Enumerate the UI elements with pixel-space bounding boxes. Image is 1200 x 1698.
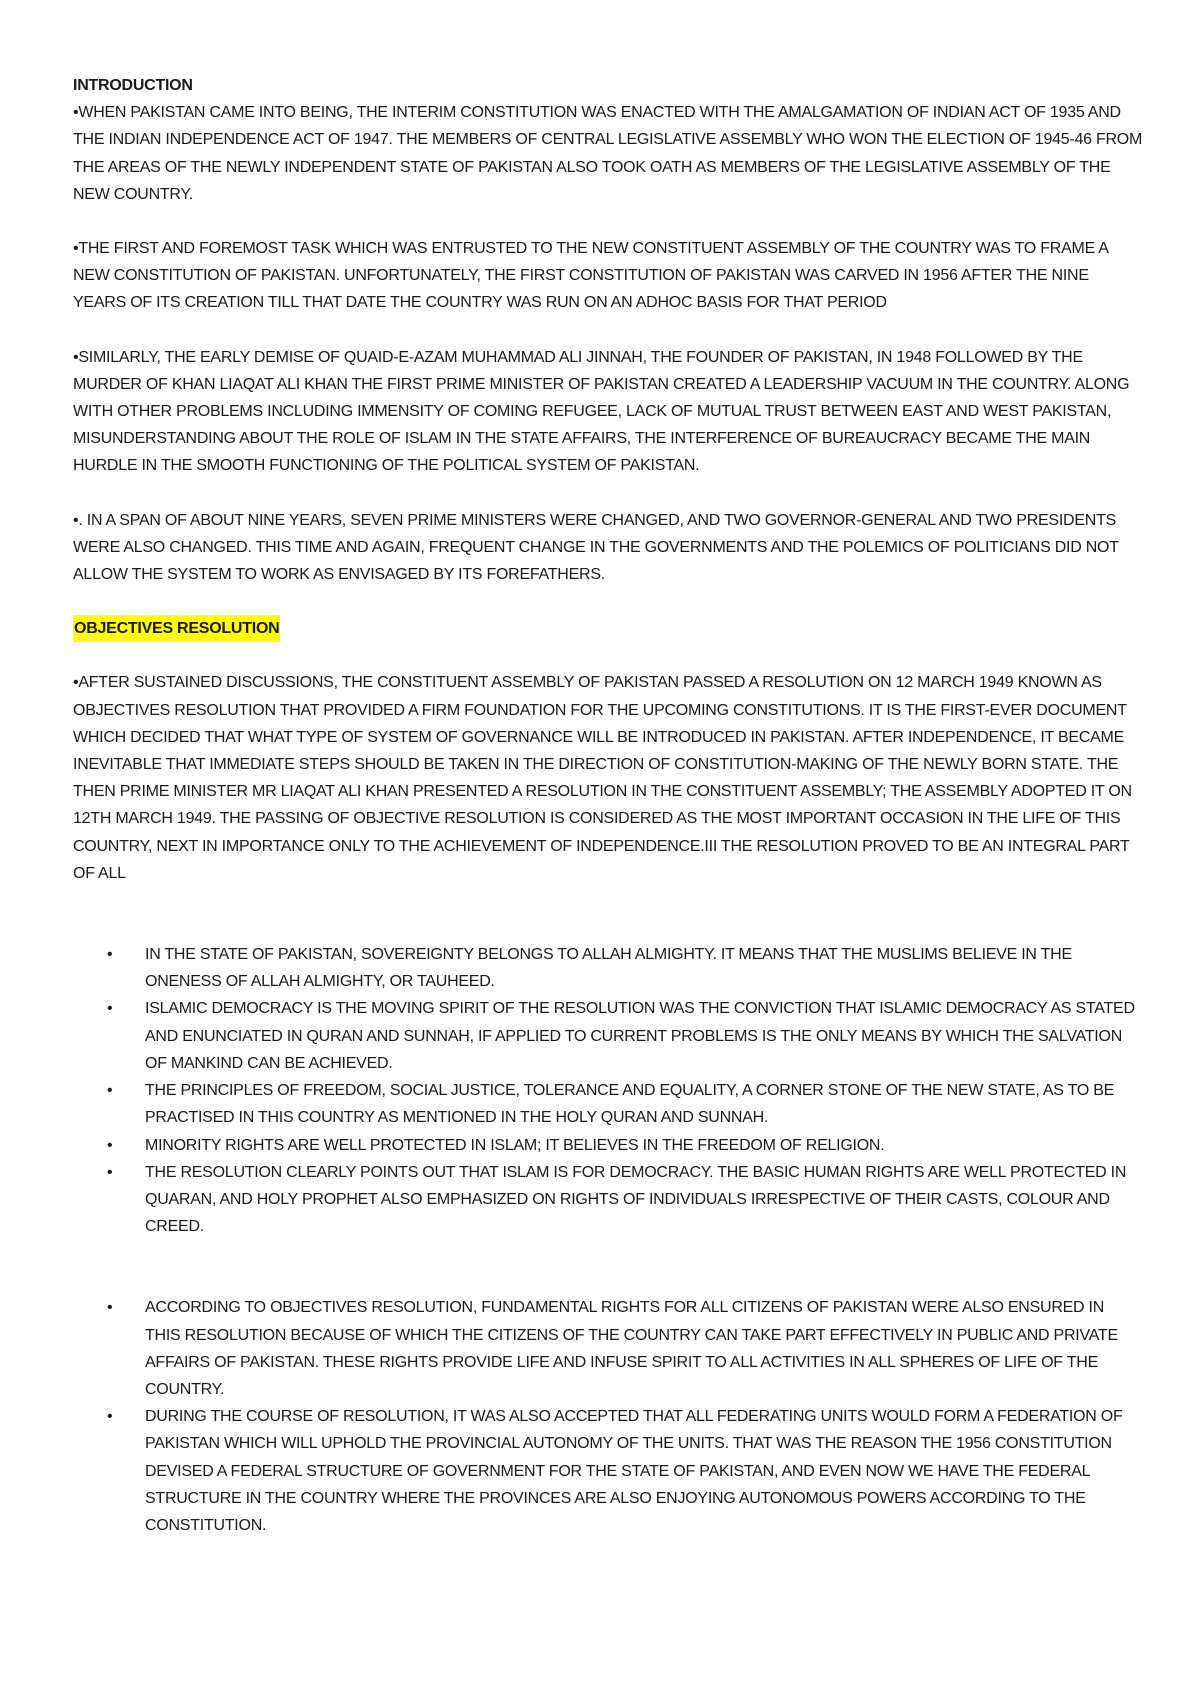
list-item (73, 1294, 1143, 1403)
bullet-icon: • (107, 1163, 113, 1181)
bullet-icon: • (107, 1408, 113, 1426)
list-item-text: THE PRINCIPLES OF FREEDOM, SOCIAL JUSTICE, TOLERANCE AND EQUALITY, A CORNER STONE OF THE NEW STATE, AS TO BE PRACTISED IN THIS COUNTRY AS MENTIONED IN THE HOLY QURAN AND SUNNAH. (145, 1082, 1115, 1127)
list-item (73, 941, 1143, 995)
bullet-icon: • (107, 946, 113, 964)
bullet-icon: • (107, 1136, 113, 1154)
objectives-list-2 (73, 1294, 1143, 1539)
list-item (73, 1077, 1143, 1131)
document-page (73, 72, 1143, 1539)
list-item-text: ACCORDING TO OBJECTIVES RESOLUTION, FUNDAMENTAL RIGHTS FOR ALL CITIZENS OF PAKISTAN WERE ALSO ENSURED IN THIS RESOLUTION BECAUSE OF WHICH THE CITIZENS OF THE COUNTRY CAN TAKE PART EFFECTIVELY IN PUBLIC AND PRIVATE AFFAIRS OF PAKISTAN. THESE RIGHTS PROVIDE LIFE AND INFUSE SPIRIT TO ALL ACTIVITIES IN ALL SPHERES OF LIFE OF THE COUNTRY. (145, 1299, 1118, 1398)
list-item (73, 995, 1143, 1077)
bullet-icon: • (107, 1299, 113, 1317)
bullet-icon: • (107, 1082, 113, 1100)
list-item-text: DURING THE COURSE OF RESOLUTION, IT WAS ALSO ACCEPTED THAT ALL FEDERATING UNITS WOULD FORM A FEDERATION OF PAKISTAN WHICH WILL UPHOLD THE PROVINCIAL AUTONOMY OF THE UNITS. THAT WAS THE REASON THE 1956 CONSTITUTION DEVISED A FEDERAL STRUCTURE OF GOVERNMENT FOR THE STATE OF PAKISTAN, AND EVEN NOW WE HAVE THE FEDERAL STRUCTURE IN THE COUNTRY WHERE THE PROVINCES ARE ALSO ENJOYING AUTONOMOUS POWERS ACCORDING TO THE CONSTITUTION. (145, 1408, 1123, 1534)
objectives-heading-wrap (73, 615, 1143, 642)
list-item-text: IN THE STATE OF PAKISTAN, SOVEREIGNTY BELONGS TO ALLAH ALMIGHTY. IT MEANS THAT THE MUSLIMS BELIEVE IN THE ONENESS OF ALLAH ALMIGHTY, OR TAUHEED. (145, 946, 1072, 991)
introduction-heading: INTRODUCTION (73, 77, 193, 94)
objectives-heading: OBJECTIVES RESOLUTION (73, 615, 280, 642)
list-item-text: THE RESOLUTION CLEARLY POINTS OUT THAT ISLAM IS FOR DEMOCRACY. THE BASIC HUMAN RIGHTS ARE WELL PROTECTED IN QUARAN, AND HOLY PROPHET ALSO EMPHASIZED ON RIGHTS OF INDIVIDUALS IRRESPECTIVE OF THEIR CASTS, COLOUR AND CREED. (145, 1163, 1127, 1236)
list-item (73, 1132, 1143, 1159)
list-item-text: MINORITY RIGHTS ARE WELL PROTECTED IN ISLAM; IT BELIEVES IN THE FREEDOM OF RELIGION. (145, 1136, 885, 1154)
intro-paragraph-4: •. IN A SPAN OF ABOUT NINE YEARS, SEVEN PRIME MINISTERS WERE CHANGED, AND TWO GOVERNOR-GENERAL AND TWO PRESIDENTS WERE ALSO CHANGED. THIS TIME AND AGAIN, FREQUENT CHANGE IN THE GOVERNMENTS AND THE POLEMICS OF POLITICIANS DID NOT ALLOW THE SYSTEM TO WORK AS ENVISAGED BY ITS FOREFATHERS. (73, 511, 1119, 584)
objectives-paragraph: •AFTER SUSTAINED DISCUSSIONS, THE CONSTITUENT ASSEMBLY OF PAKISTAN PASSED A RESOLUTION ON 12 MARCH 1949 KNOWN AS OBJECTIVES RESOLUTION THAT PROVIDED A FIRM FOUNDATION FOR THE UPCOMING CONSTITUTIONS. IT IS THE FIRST-EVER DOCUMENT WHICH DECIDED THAT WHAT TYPE OF SYSTEM OF GOVERNANCE WILL BE INTRODUCED IN PAKISTAN. AFTER INDEPENDENCE, IT BECAME INEVITABLE THAT IMMEDIATE STEPS SHOULD BE TAKEN IN THE DIRECTION OF CONSTITUTION-MAKING OF THE NEWLY BORN STATE. THE THEN PRIME MINISTER MR LIAQAT ALI KHAN PRESENTED A RESOLUTION IN THE CONSTITUENT ASSEMBLY; THE ASSEMBLY ADOPTED IT ON 12TH MARCH 1949. THE PASSING OF OBJECTIVE RESOLUTION IS CONSIDERED AS THE MOST IMPORTANT OCCASION IN THE LIFE OF THIS COUNTRY, NEXT IN IMPORTANCE ONLY TO THE ACHIEVEMENT OF INDEPENDENCE.III THE RESOLUTION PROVED TO BE AN INTEGRAL PART OF ALL (73, 674, 1132, 882)
objectives-list-1 (73, 941, 1143, 1240)
list-item-text: ISLAMIC DEMOCRACY IS THE MOVING SPIRIT OF THE RESOLUTION WAS THE CONVICTION THAT ISLAMIC DEMOCRACY AS STATED AND ENUNCIATED IN QURAN AND SUNNAH, IF APPLIED TO CURRENT PROBLEMS IS THE ONLY MEANS BY WHICH THE SALVATION OF MANKIND CAN BE ACHIEVED. (145, 1000, 1135, 1072)
bullet-icon: • (107, 1000, 113, 1018)
intro-paragraph-2: •THE FIRST AND FOREMOST TASK WHICH WAS ENTRUSTED TO THE NEW CONSTITUENT ASSEMBLY OF THE COUNTRY WAS TO FRAME A NEW CONSTITUTION OF PAKISTAN. UNFORTUNATELY, THE FIRST CONSTITUTION OF PAKISTAN WAS CARVED IN 1956 AFTER THE NINE YEARS OF ITS CREATION TILL THAT DATE THE COUNTRY WAS RUN ON AN ADHOC BASIS FOR THAT PERIOD (73, 240, 1108, 312)
list-item (73, 1403, 1143, 1539)
list-item (73, 1159, 1143, 1241)
intro-paragraph-3: •SIMILARLY, THE EARLY DEMISE OF QUAID-E-AZAM MUHAMMAD ALI JINNAH, THE FOUNDER OF PAKISTAN, IN 1948 FOLLOWED BY THE MURDER OF KHAN LIAQAT ALI KHAN THE FIRST PRIME MINISTER OF PAKISTAN CREATED A LEADERSHIP VACUUM IN THE COUNTRY. ALONG WITH OTHER PROBLEMS INCLUDING IMMENSITY OF COMING REFUGEE, LACK OF MUTUAL TRUST BETWEEN EAST AND WEST PAKISTAN, MISUNDERSTANDING ABOUT THE ROLE OF ISLAM IN THE STATE AFFAIRS, THE INTERFERENCE OF BUREAUCRACY BECAME THE MAIN HURDLE IN THE SMOOTH FUNCTIONING OF THE POLITICAL SYSTEM OF PAKISTAN. (73, 348, 1130, 475)
intro-paragraph-1: •WHEN PAKISTAN CAME INTO BEING, THE INTERIM CONSTITUTION WAS ENACTED WITH THE AMALGAMATION OF INDIAN ACT OF 1935 AND THE INDIAN INDEPENDENCE ACT OF 1947. THE MEMBERS OF CENTRAL LEGISLATIVE ASSEMBLY WHO WON THE ELECTION OF 1945-46 FROM THE AREAS OF THE NEWLY INDEPENDENT STATE OF PAKISTAN ALSO TOOK OATH AS MEMBERS OF THE LEGISLATIVE ASSEMBLY OF THE NEW COUNTRY. (73, 104, 1143, 203)
